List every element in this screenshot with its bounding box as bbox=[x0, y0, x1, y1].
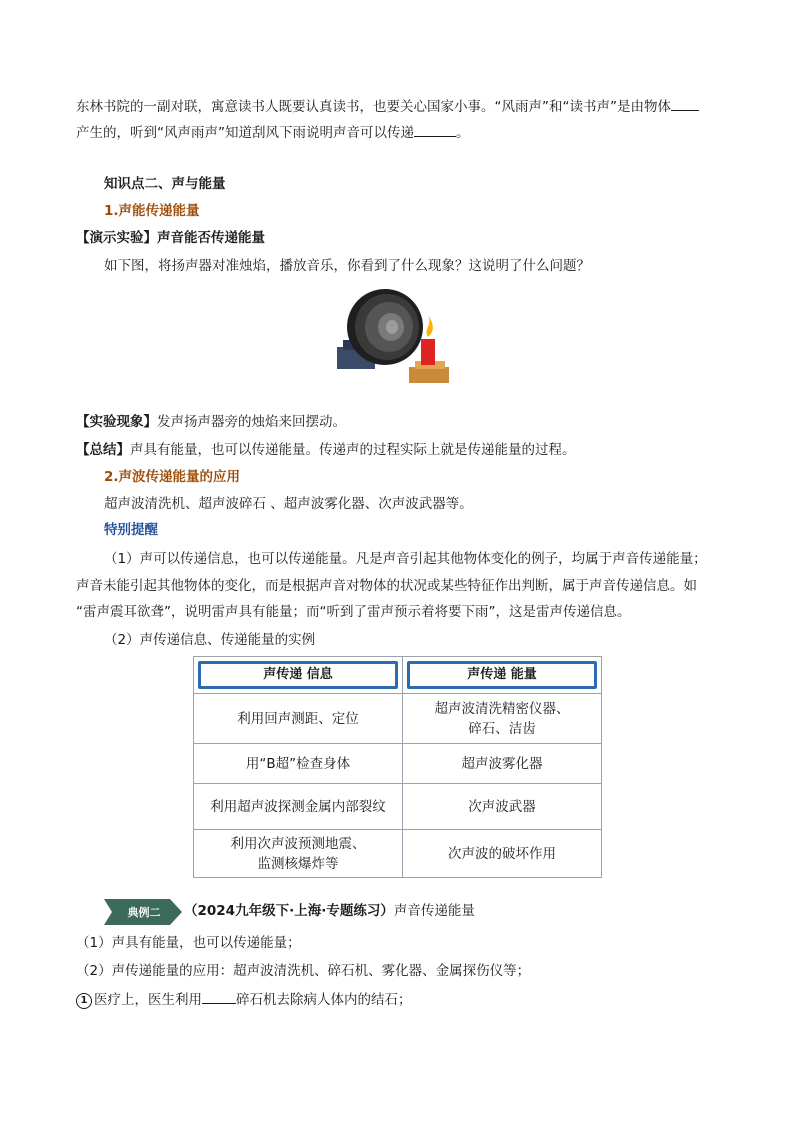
intro-text-1: 东林书院的一副对联，寓意读书人既要认真读书，也要关心国家小事。“风雨声”和“读书声”是由物体 bbox=[76, 99, 671, 115]
summary-label: 【总结】 bbox=[76, 442, 130, 458]
phenomenon-text: 发声扬声器旁的烛焰来回摆动。 bbox=[157, 414, 346, 430]
cell-text: 利用次声波预测地震、 bbox=[230, 835, 366, 852]
table-header-row bbox=[194, 657, 602, 694]
example-tag-shape bbox=[104, 899, 182, 925]
subsection-1-title: 1.声能传递能量 bbox=[104, 203, 200, 219]
tip2-line: （2）声传递信息、传递能量的实例 bbox=[104, 632, 316, 648]
demo-heading bbox=[76, 228, 265, 248]
intro-text-2: 产生的，听到“风声雨声”知道刮风下雨说明声音可以传递 bbox=[76, 125, 414, 141]
example-tag-label: 典例二 bbox=[127, 906, 161, 919]
cell-text: 用“B超”检查身体 bbox=[245, 755, 351, 772]
cell-text: 利用超声波探测金属内部裂纹 bbox=[210, 798, 386, 815]
tip-title: 特别提醒 bbox=[104, 522, 158, 538]
tip1-line-1: （1）声可以传递信息，也可以传递能量。凡是声音引起其他物体变化的例子，均属于声音传递能量； bbox=[104, 551, 707, 567]
header-info: 声传递 信息 bbox=[198, 661, 398, 689]
subsection-2-title: 2.声波传递能量的应用 bbox=[104, 469, 241, 485]
cell-text: 次声波武器 bbox=[468, 798, 536, 815]
section-title: 知识点二、声与能量 bbox=[104, 176, 226, 192]
tip1-line-2: 声音未能引起其他物体的变化，而是根据声音对物体的状况或某些特征作出判断，属于声音传递信息。如 bbox=[76, 578, 697, 594]
table-row bbox=[194, 784, 602, 830]
table-cell bbox=[403, 744, 602, 784]
example-question-1 bbox=[76, 989, 412, 1010]
summary-line bbox=[76, 440, 576, 460]
example-title bbox=[184, 901, 475, 921]
table-cell bbox=[194, 784, 403, 830]
demo-title: 声音能否传递能量 bbox=[157, 230, 265, 246]
example-p2: （2）声传递能量的应用：超声波清洗机、碎石机、雾化器、金属探伤仪等； bbox=[76, 963, 531, 979]
cell-text: 次声波的破坏作用 bbox=[448, 845, 556, 862]
table-cell bbox=[194, 744, 403, 784]
example-tag bbox=[104, 899, 182, 929]
example-source: （2024九年级下·上海·专题练习） bbox=[184, 903, 394, 919]
summary-text: 声具有能量，也可以传递能量。传递声的过程实际上就是传递能量的过程。 bbox=[130, 442, 576, 458]
info-energy-table bbox=[193, 656, 602, 878]
table-cell bbox=[194, 694, 403, 744]
header-energy: 声传递 能量 bbox=[407, 661, 597, 689]
blank-2 bbox=[414, 122, 456, 137]
table-header-cell bbox=[403, 657, 602, 694]
phenomenon-label: 【实验现象】 bbox=[76, 414, 157, 430]
cell-text: 监测核爆炸等 bbox=[257, 855, 339, 872]
table-cell bbox=[403, 694, 602, 744]
table-cell bbox=[403, 830, 602, 878]
cell-text: 利用回声测距、定位 bbox=[237, 710, 359, 727]
table-row bbox=[194, 694, 602, 744]
speaker-icon bbox=[335, 285, 460, 385]
table-header-cell bbox=[194, 657, 403, 694]
table-cell bbox=[403, 784, 602, 830]
applications-text: 超声波清洗机、超声波碎石 、超声波雾化器、次声波武器等。 bbox=[104, 496, 473, 512]
cell-text: 碎石、洁齿 bbox=[468, 720, 536, 737]
example-p1: （1）声具有能量，也可以传递能量； bbox=[76, 935, 301, 951]
phenomenon-line bbox=[76, 412, 346, 432]
intro-text-3: 。 bbox=[456, 125, 470, 141]
demo-label: 【演示实验】 bbox=[76, 230, 157, 246]
tip1-line-3: “雷声震耳欲聋”，说明雷声具有能量；而“听到了雷声预示着将要下雨”，这是雷声传递信息。 bbox=[76, 604, 631, 620]
blank-1 bbox=[671, 96, 699, 111]
table-cell bbox=[194, 830, 403, 878]
cell-text: 超声波雾化器 bbox=[461, 755, 543, 772]
table-row bbox=[194, 830, 602, 878]
demo-question: 如下图，将扬声器对准烛焰，播放音乐，你看到了什么现象？这说明了什么问题？ bbox=[104, 258, 590, 274]
question-text-a: 医疗上，医生利用 bbox=[94, 992, 202, 1008]
cell-text: 超声波清洗精密仪器、 bbox=[434, 700, 570, 717]
answer-blank[interactable] bbox=[202, 989, 236, 1004]
intro-line-1 bbox=[76, 96, 699, 117]
example-title-text: 声音传递能量 bbox=[393, 903, 475, 919]
table-row bbox=[194, 744, 602, 784]
speaker-candle-illustration bbox=[335, 285, 460, 385]
question-text-b: 碎石机去除病人体内的结石； bbox=[236, 992, 412, 1008]
intro-line-2 bbox=[76, 122, 470, 143]
circled-number: 1 bbox=[76, 993, 92, 1009]
